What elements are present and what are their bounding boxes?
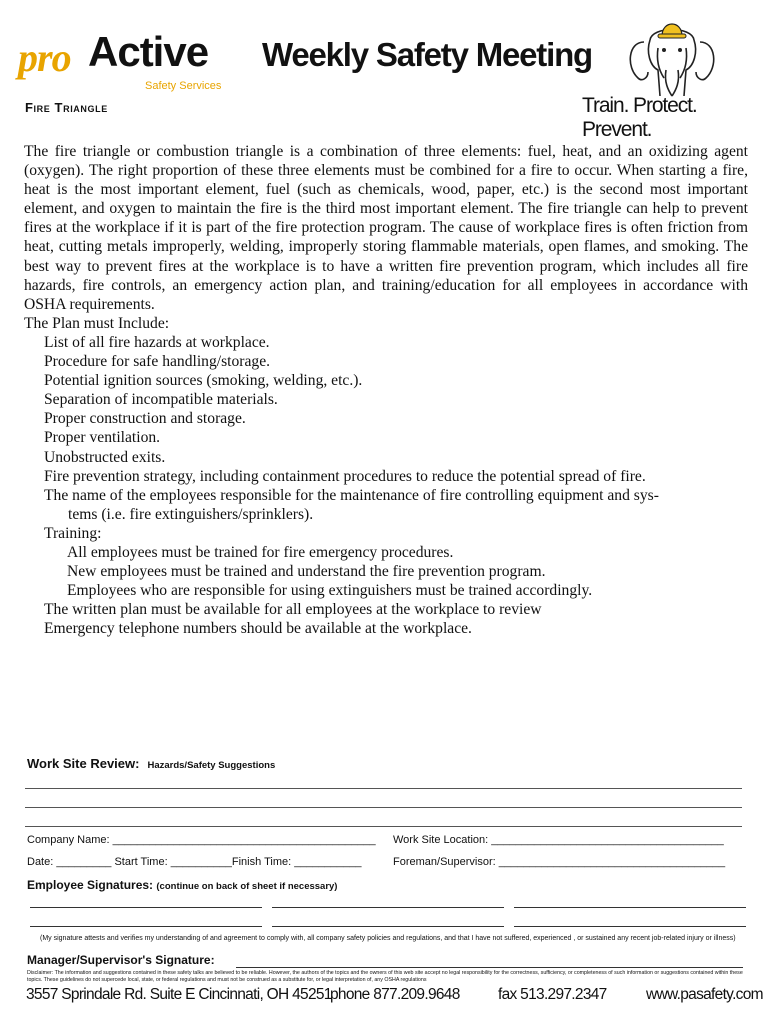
closing-item: The written plan must be available for all employees at the workplace to review [44,601,542,619]
footer-fax: fax 513.297.2347 [498,986,607,1003]
proactive-logo [18,28,228,92]
work-site-location-field[interactable]: Work Site Location: ______________________________________ [393,834,724,846]
plan-item: Separation of incompatible materials. [44,391,278,409]
manager-signature-line[interactable] [236,967,743,968]
attestation-text: (My signature attests and verifies my understanding of and agreement to comply with, all company safety policies and regulations, and that I have not suffered, experienced , or sustained any recent job-related injury or illness) [40,935,736,942]
foreman-field[interactable]: Foreman/Supervisor: _____________________________________ [393,856,726,868]
plan-item: The name of the employees responsible for the maintenance of fire controlling equipment and sys- [44,486,659,504]
employee-signatures-note: (continue on back of sheet if necessary) [156,881,338,892]
closing-item: Emergency telephone numbers should be available at the workplace. [44,620,472,638]
employee-signatures-label: Employee Signatures: [27,878,154,892]
body-text [24,142,748,638]
review-label: Work Site Review: [27,756,140,771]
footer-phone: phone 877.209.9648 [330,986,460,1003]
review-subtitle: Hazards/Safety Suggestions [147,760,276,771]
plan-item: Fire prevention strategy, including containment procedures to reduce the potential spread of fire. [44,467,646,485]
signature-line[interactable] [30,907,262,908]
plan-item: Proper ventilation. [44,429,161,447]
elephant-logo-icon [624,12,720,98]
disclaimer: Disclaimer: The information and suggestions contained in these safety talks are believed to be reliable. However, the authors of the topics and the owners of this web site accept no legal responsibility for the correctness, sufficiency, or completeness of such information or suggestions contained within these topics. These guidelines do not supercede local, state, or federal regulations and must not be construed as a substitute for, or legal interpretation of, any OSHA regulations [27,970,743,983]
slogan: Train. Protect. Prevent. [582,94,697,141]
plan-item: Unobstructed exits. [44,448,166,466]
training-item: New employees must be trained and understand the fire prevention program. [67,563,546,581]
employee-signatures-title [27,878,337,892]
section-heading: Fire Triangle [25,100,108,115]
logo-subtitle: Safety Services [145,80,222,92]
date-time-field[interactable]: Date: _________ Start Time: __________Finish Time: ___________ [27,856,362,868]
plan-item: List of all fire hazards at workplace. [44,333,270,351]
page-title: Weekly Safety Meeting [262,36,592,73]
intro-paragraph: The fire triangle or combustion triangle is a combination of three elements: fuel, heat, and an oxidizing agent (oxygen). The right proportion of these three elements must be combined for a fire to occur. When starting a fire, heat is the most important element, fuel (such as chemicals, wood, paper, etc.) is the second most important element, and oxygen to maintain the fire is the third most important element. The fire triangle can help to prevent fires at the workplace if it is part of the fire protection program. The cause of workplace fires is often friction from heat, cutting metals improperly, welding, improperly storing flammable materials, open flames, and smoking. The best way to prevent fires at the workplace is to have a written fire prevention program, which includes all fire hazards, fire controls, an emergency action plan, and training/education for all employees in accordance with OSHA requirements. [24,143,748,313]
review-line[interactable] [25,788,742,789]
plan-item: Potential ignition sources (smoking, welding, etc.). [44,372,363,390]
logo-active-text: Active [88,28,209,75]
manager-signature-label: Manager/Supervisor's Signature: [27,953,215,967]
plan-heading: The Plan must Include: [24,314,170,332]
plan-item-training: Training: [44,524,102,542]
training-item: Employees who are responsible for using extinguishers must be trained accordingly. [67,582,593,600]
footer-address: 3557 Sprindale Rd. Suite E Cincinnati, OH 45251 [26,986,332,1003]
work-site-review-title [27,756,275,771]
plan-item-continuation: tems (i.e. fire extinguishers/sprinklers). [68,505,314,523]
logo-pro-text: pro [18,35,71,80]
signature-line[interactable] [514,926,746,927]
signature-line[interactable] [272,926,504,927]
signature-line[interactable] [514,907,746,908]
signature-line[interactable] [272,907,504,908]
signature-line[interactable] [30,926,262,927]
training-item: All employees must be trained for fire emergency procedures. [67,543,454,561]
plan-item: Procedure for safe handling/storage. [44,353,271,371]
review-line[interactable] [25,807,742,808]
review-line[interactable] [25,826,742,827]
footer-website[interactable]: www.pasafety.com [646,986,763,1003]
plan-item: Proper construction and storage. [44,410,246,428]
company-name-field[interactable]: Company Name: ___________________________________________ [27,834,376,846]
